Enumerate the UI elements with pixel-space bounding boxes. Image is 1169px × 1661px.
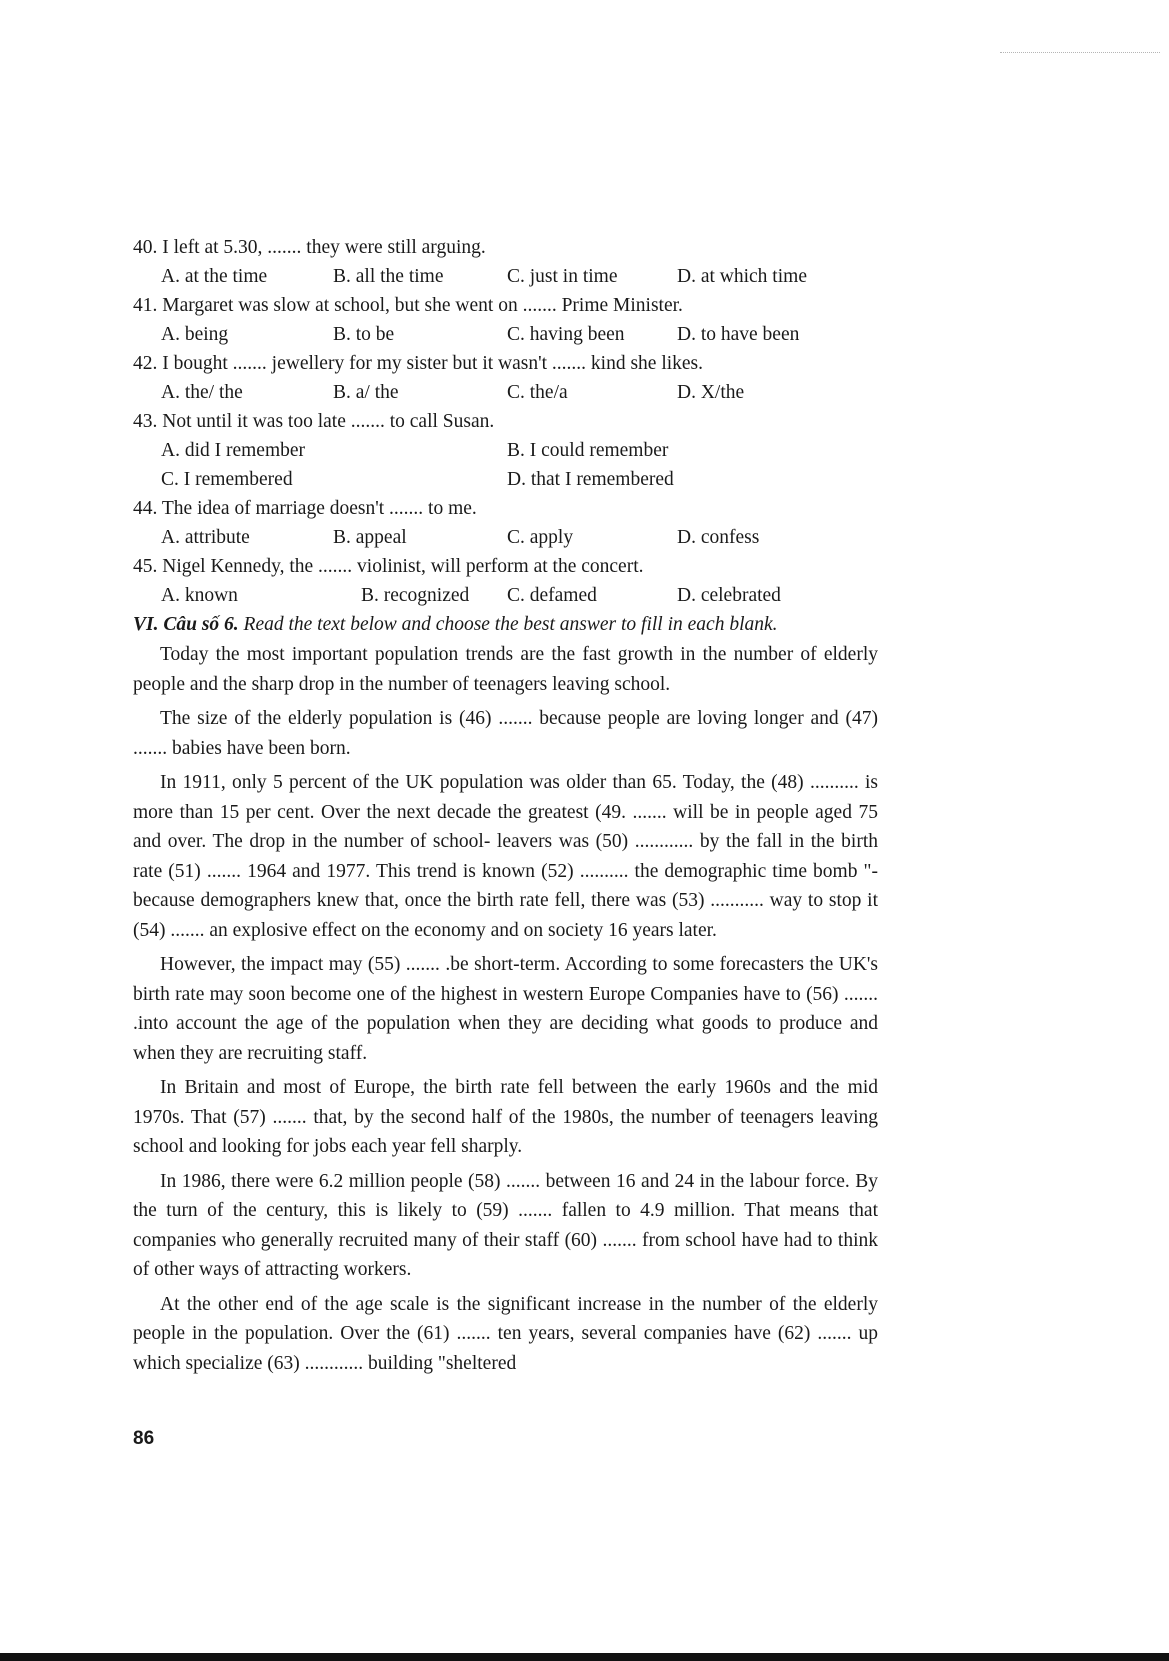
option-d: D. confess: [677, 527, 760, 548]
section-heading: [133, 610, 878, 640]
option-c: C. I remembered: [161, 469, 293, 490]
option-c: C. having been: [507, 324, 625, 345]
question-40-options: [133, 262, 878, 291]
option-b: B. all the time: [333, 266, 444, 287]
option-d: D. celebrated: [677, 585, 781, 606]
passage-paragraph: In Britain and most of Europe, the birth rate fell between the early 1960s and the mid 1970s. That (57) ....... that, by the second half of the 1980s, the number of teenagers leaving school and looking for jobs each year fell sharply.: [133, 1077, 878, 1157]
scan-artifact-bottom: [0, 1653, 1169, 1661]
option-a: A. the/ the: [161, 382, 243, 403]
option-d: D. that I remembered: [507, 469, 674, 490]
passage-paragraph: However, the impact may (55) ....... .be short-term. According to some forecasters the UK's birth rate may soon become one of the highest in western Europe Companies have to (56) ....... .into account the age of the population when they are deciding what goods to produce and when they are recruiting staff.: [133, 954, 878, 1064]
option-a: A. did I remember: [161, 440, 306, 461]
question-45-options: [133, 581, 878, 610]
question-43-options-cd: [133, 465, 878, 494]
passage-paragraph: At the other end of the age scale is the significant increase in the number of the elderly people in the population. Over the (61) ....... ten years, several companies have (62) ....... up which specialize (63) ............ building "sheltered: [133, 1293, 878, 1374]
document-page: [133, 233, 878, 1383]
section-instruction: Read the text below and choose the best answer to fill in each blank.: [243, 614, 778, 635]
option-d: D. to have been: [677, 324, 800, 345]
question-41-stem: 41. Margaret was slow at school, but she went on ....... Prime Minister.: [133, 295, 683, 316]
question-42-stem: 42. I bought ....... jewellery for my sister but it wasn't ....... kind she likes.: [133, 353, 704, 374]
passage-paragraph: Today the most important population trends are the fast growth in the number of elderly people and the sharp drop in the number of teenagers leaving school.: [133, 644, 878, 695]
question-40-stem: 40. I left at 5.30, ....... they were still arguing.: [133, 237, 486, 258]
option-b: B. I could remember: [507, 440, 669, 461]
question-42-options: [133, 378, 878, 407]
passage-paragraph: In 1911, only 5 percent of the UK population was older than 65. Today, the (48) .......... is more than 15 per cent. Over the next decade the greatest (49. ....... will be in people aged 75 and over. The drop in the number of school- leavers was (50) ............ by the fall in the birth rate (51) ....... 1964 and 1977. This trend is known (52) .......... the demographic time bomb "- because demographers knew that, once the birth rate fell, there was (53) ........... way to stop it (54) ....... an explosive effect on the economy and on society 16 years later.: [133, 772, 878, 941]
question-45-stem: 45. Nigel Kennedy, the ....... violinist, will perform at the concert.: [133, 556, 644, 577]
question-43-stem: 43. Not until it was too late ....... to call Susan.: [133, 411, 495, 432]
option-b: B. recognized: [361, 585, 470, 606]
question-44-stem: 44. The idea of marriage doesn't ....... to me.: [133, 498, 477, 519]
question-44-options: [133, 523, 878, 552]
passage-paragraph: In 1986, there were 6.2 million people (58) ....... between 16 and 24 in the labour force. By the turn of the century, this is likely to (59) ....... fallen to 4.9 million. That means that companies who generally recruited many of their staff (60) ....... from school have had to think of other ways of attracting workers.: [133, 1170, 878, 1280]
question-41-options: [133, 320, 878, 349]
scan-artifact-top: [1000, 52, 1160, 53]
option-a: A. attribute: [161, 527, 250, 548]
page-number: 86: [133, 1428, 155, 1449]
section-number: VI. Câu số 6.: [133, 614, 239, 635]
option-a: A. known: [161, 585, 238, 606]
option-d: D. at which time: [677, 266, 807, 287]
option-c: C. apply: [507, 527, 574, 548]
option-c: C. the/a: [507, 382, 568, 403]
option-b: B. a/ the: [333, 382, 399, 403]
option-b: B. appeal: [333, 527, 407, 548]
question-43-options-ab: [133, 436, 878, 465]
option-a: A. at the time: [161, 266, 268, 287]
option-d: D. X/the: [677, 382, 745, 403]
option-b: B. to be: [333, 324, 395, 345]
passage-paragraph: The size of the elderly population is (46) ....... because people are loving longer and (47) ....... babies have been born.: [133, 708, 878, 759]
option-c: C. just in time: [507, 266, 618, 287]
option-a: A. being: [161, 324, 229, 345]
option-c: C. defamed: [507, 585, 597, 606]
